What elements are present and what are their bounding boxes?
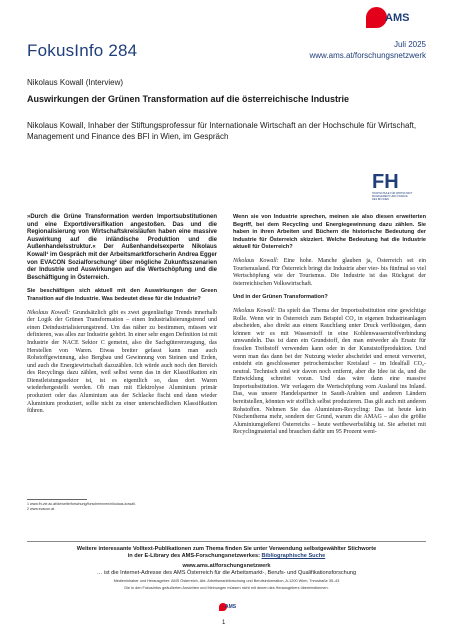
footnote-2[interactable]: 2 www.evacon.at.: [27, 507, 56, 512]
footer-imprint-1: Medieninhaber und Herausgeber: AMS Österreich, Abt. Arbeitsmarktforschung und Berufsinformation, A-1200 Wien, Treustraße 35–43: [113, 579, 340, 583]
answer-2-text: Eine hohe. Manche glauben ja, Österreich sei ein Tourismusland. Für Österreich bringt die Industrie aber vier- bis fünfmal so viel Wertschöpfung wie der Tourismus. Die Industrie ist das Rückgrat der österreichischen Volkswirtschaft.: [233, 257, 427, 287]
speaker-label: Nikolaus Kowall:: [27, 309, 71, 316]
ams-logo: [366, 7, 412, 29]
footer-line-2: [27, 553, 426, 560]
header-url-link[interactable]: www.ams.at/forschungsnetzwerk: [309, 51, 426, 60]
intro-paragraph: »Durch die Grüne Transformation werden Importsubstitutionen und eine Exportdiversifikation angestoßen. Das und die Regionalisierung von Wirtschaftskreisläufen haben eine massive Auswirkung auf die inländische Produktion und die Außenhandelsstruktur.« Der Außenhandelsexperte Nikolaus Kowall¹ im Gespräch mit der Arbeitsmarktforscherin Andrea Egger von EVACON Sozialforschung² über mögliche Zukunftsszenarien der Industrie und Auswirkungen auf die Wertschöpfung und die Beschäftigung in Österreich.: [27, 214, 217, 281]
ams-logo-mark-icon: [366, 7, 387, 28]
answer-3: [233, 308, 426, 437]
ams-footer-logo-text: AMS: [225, 604, 237, 610]
question-1: Sie beschäftigen sich aktuell mit den Auswirkungen der Green Transition auf die Industrie. Was bedeutet diese für die Industrie?: [27, 288, 217, 302]
answer-2: [233, 258, 426, 288]
footer-tagline: … ist die Internet-Adresse des AMS Österreich für die Arbeitsmarkt-, Berufs- und Qualifikationsforschung: [96, 570, 357, 576]
footnote-1[interactable]: 1 www.fh-vie.ac.at/de/seite/forschung/forscherinnen/nikolaus-kowall.: [27, 502, 136, 506]
fh-logo-line: HOCHSCHULE FÜR WIRTSCHAFT: [372, 192, 413, 195]
ams-footer-logo: [219, 603, 237, 613]
right-column: [233, 214, 426, 443]
publication-title: FokusInfo 284: [27, 41, 138, 60]
fh-logo: [372, 172, 428, 204]
speaker-label: Nikolaus Kowall:: [233, 307, 276, 314]
footer-line-2-prefix: in der E-Library des AMS-Forschungsnetzwerkes:: [127, 553, 262, 559]
footnote-divider: [27, 499, 87, 500]
author-line: Nikolaus Kowall (Interview): [27, 78, 124, 87]
question-2: Wenn sie von Industrie sprechen, meinen sie also diesen erweiterten Begriff, bei dem Recycling und Energiegewinnung dazu zählen. Sie haben in ihren Arbeiten und Büchern die historische Bedeutung der Industrie für Österreich skizziert. Welche Bedeutung hat die Industrie aktuell für Österreich?: [233, 214, 426, 251]
footer-url-link[interactable]: www.ams.at/forschungsnetzwerk: [182, 563, 271, 569]
fh-logo-line: DES BFI WIEN: [372, 198, 389, 201]
ams-logo-text: AMS: [385, 12, 410, 24]
left-column: [27, 214, 217, 422]
answer-1: [27, 310, 217, 416]
footer-line-1: Weitere interessante Volltext-Publikationen zum Thema finden Sie unter Verwendung selbstgewählter Stichworte: [76, 546, 377, 552]
publication-date: Juli 2025: [393, 40, 426, 49]
bibliographic-search-link[interactable]: Bibliographische Suche: [261, 553, 326, 559]
footer: [27, 546, 426, 591]
fh-logo-mark: FH: [372, 171, 399, 193]
footer-divider: [27, 541, 426, 542]
footer-imprint-2: Die in den FokusInfos geäußerten Ansichten und Meinungen müssen nicht mit denen des Herausgebers übereinstimmen.: [124, 586, 329, 590]
speaker-label: Nikolaus Kowall:: [233, 257, 279, 264]
article-subtitle: Nikolaus Kowall, Inhaber der Stiftungsprofessur für Internationale Wirtschaft an der Hochschule für Wirtschaft, Management und Finance des BFI in Wien, im Gespräch: [27, 121, 417, 141]
footnotes: [27, 502, 136, 512]
article-headline: Auswirkungen der Grünen Transformation auf die österreichische Industrie: [27, 94, 350, 104]
fh-logo-line: MANAGEMENT UND FINANCE: [372, 195, 408, 198]
answer-1-text: Grundsätzlich gibt es zwei gegenläufige Trends innerhalb der Logik der Grünen Transformation – einen Industrialisierungstrend und einen Deindustrialisierungstrend. Um das näher zu bestimmen, müssen wir definieren, was alles zur Industrie gehört. In einer sehr engen Definition ist mit Industrie der NACE Sektor C gemeint, also die Sachgütererzeugung, das Herstellen von Waren. Etwas breiter gefasst kann man auch Rohstoffgewinnung, also Bergbau und Gewinnung von Steinen und Erden, und auch die Energiewirtschaft dazuzählen. Ich würde auch noch den Bereich des Recyclings dazu zählen, weil selbst wenn das in der Klassifikation ein Dienstleistungssektor ist, ist es eigentlich so, dass dort Waren wiederhergestellt werden. Ob man mit Elektrolyse Aluminium primär produziert oder das Aluminium aus der Schlacke fischt und dann wieder Aluminium produziert, sollte nicht zu einer unterschiedlichen Klassifikation führen.: [27, 309, 217, 415]
question-3: Und in der Grünen Transformation?: [233, 294, 328, 301]
page-number: 1: [222, 620, 226, 626]
answer-3-text: Da spielt das Thema der Importsubstitution eine gewichtige Rolle. Wenn wir in Österreich zum Beispiel CO₂ in eigenen Industrieanlagen abscheiden, also direkt aus einem Rauchfang unter Druck verflüssigen, dann können wir es mit Wasserstoff in eine Kohlenwasserstoffverbindung umwandeln. Das ist dann ein Grundstoff, den man entweder als Ersatz für fossilen Treibstoff verwenden kann oder in der Kunststoffproduktion. Und wenn man das dann bei der Nutzung wieder abscheidet und erneut verwertet, entsteht ein geschlossener petrochemischer Kreislauf – im Idealfall CO₂-neutral. Technisch sind wir davon noch entfernt, aber die Idee ist da, und die Entwicklung schreitet voran. Und das wäre dann eine massive Importsubstitution. Wir verlagern die Wertschöpfung vom Ausland ins Inland. Das, was unsere Handelspartner in Saudi-Arabien und anderen Ländern bereitstellen, könnten wir stofflich selbst produzieren. Das gilt auch mit anderen Rohstoffen. Nehmen Sie das Aluminium-Recycling: Das ist heute kein Nischenthema mehr, sondern der Grund, warum die AMAG – also die größte Aluminiumgießerei Österreichs – heute wettbewerbsfähig ist. Sie arbeitet mit Recyclingmaterial und brauchen dafür um 95 Prozent weni-: [233, 307, 427, 436]
